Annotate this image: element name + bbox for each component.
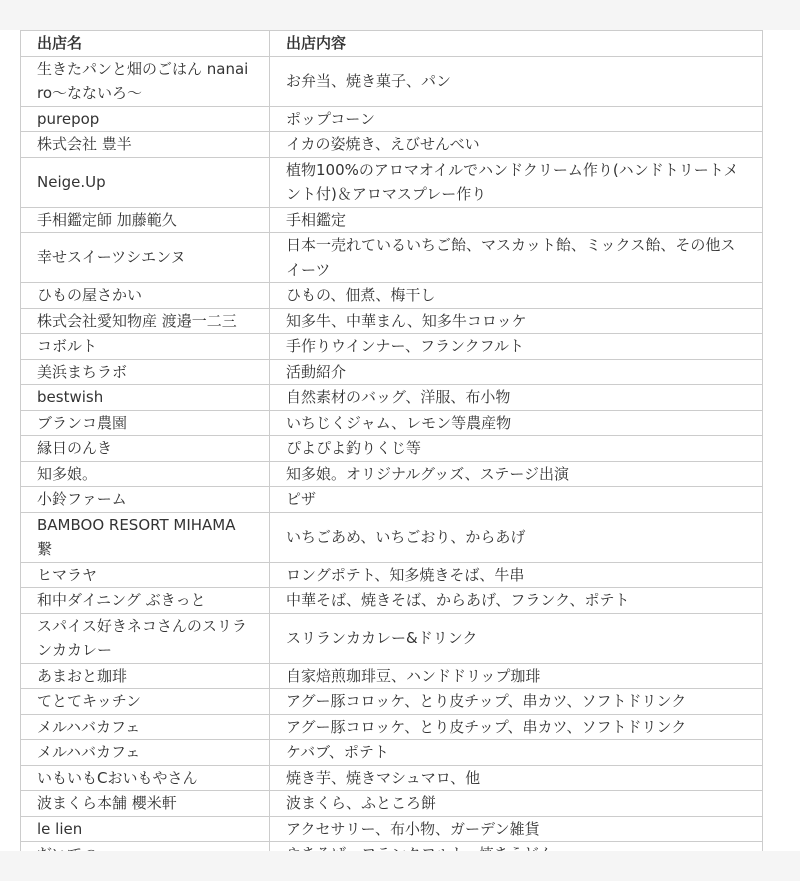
table-row	[21, 487, 763, 513]
vendor-name-cell: ヒマラヤ	[21, 562, 270, 588]
table-row	[21, 765, 763, 791]
vendor-name-cell: 小鈴ファーム	[21, 487, 270, 513]
vendor-content-cell: 知多娘。オリジナルグッズ、ステージ出演	[270, 461, 763, 487]
table-row	[21, 461, 763, 487]
table-row	[21, 588, 763, 614]
table-row	[21, 157, 763, 207]
vendor-name-cell: Neige.Up	[21, 157, 270, 207]
vendor-content-cell: ロングポテト、知多焼きそば、牛串	[270, 562, 763, 588]
table-row	[21, 562, 763, 588]
vendor-table-body	[21, 56, 763, 867]
table-row	[21, 816, 763, 842]
vendor-table	[20, 30, 763, 868]
vendor-content-cell: いちごあめ、いちごおり、からあげ	[270, 512, 763, 562]
vendor-content-cell: 自家焙煎珈琲豆、ハンドドリップ珈琲	[270, 663, 763, 689]
vendor-name-cell: あまおと珈琲	[21, 663, 270, 689]
table-row	[21, 207, 763, 233]
table-row	[21, 132, 763, 158]
vendor-content-cell: ひもの、佃煮、梅干し	[270, 283, 763, 309]
vendor-content-cell: 知多牛、中華まん、知多牛コロッケ	[270, 308, 763, 334]
vendor-name-cell: 美浜まちラボ	[21, 359, 270, 385]
bottom-background-band	[0, 851, 800, 881]
vendor-content-cell: 自然素材のバッグ、洋服、布小物	[270, 385, 763, 411]
vendor-name-cell: 生きたパンと畑のごはん nanairo〜なないろ〜	[21, 56, 270, 106]
vendor-content-cell: 植物100%のアロマオイルでハンドクリーム作り(ハンドトリートメント付)＆アロマスプレー作り	[270, 157, 763, 207]
vendor-content-cell: アグー豚コロッケ、とり皮チップ、串カツ、ソフトドリンク	[270, 689, 763, 715]
vendor-name-cell: purepop	[21, 106, 270, 132]
vendor-name-cell: スパイス好きネコさんのスリランカカレー	[21, 613, 270, 663]
table-row	[21, 613, 763, 663]
vendor-content-cell: イカの姿焼き、えびせんべい	[270, 132, 763, 158]
table-row	[21, 410, 763, 436]
table-row	[21, 106, 763, 132]
vendor-name-cell: 縁日のんき	[21, 436, 270, 462]
vendor-content-cell: 日本一売れているいちご飴、マスカット飴、ミックス飴、その他スイーツ	[270, 233, 763, 283]
vendor-content-cell: ケバブ、ポテト	[270, 740, 763, 766]
table-header-row	[21, 31, 763, 57]
vendor-name-cell: 波まくら本舗 櫻米軒	[21, 791, 270, 817]
vendor-content-cell: 中華そば、焼きそば、からあげ、フランク、ポテト	[270, 588, 763, 614]
header-vendor-content: 出店内容	[270, 31, 763, 57]
table-row	[21, 334, 763, 360]
vendor-name-cell: 知多娘。	[21, 461, 270, 487]
table-row	[21, 359, 763, 385]
vendor-content-cell: ぴよぴよ釣りくじ等	[270, 436, 763, 462]
header-vendor-name: 出店名	[21, 31, 270, 57]
vendor-name-cell: bestwish	[21, 385, 270, 411]
table-row	[21, 385, 763, 411]
vendor-content-cell: 焼き芋、焼きマシュマロ、他	[270, 765, 763, 791]
vendor-content-cell: ポップコーン	[270, 106, 763, 132]
vendor-name-cell: 手相鑑定師 加藤範久	[21, 207, 270, 233]
vendor-content-cell: ピザ	[270, 487, 763, 513]
vendor-name-cell: BAMBOO RESORT MIHAMA 繋	[21, 512, 270, 562]
vendor-content-cell: アクセサリー、布小物、ガーデン雑貨	[270, 816, 763, 842]
vendor-name-cell: 幸せスイーツシエンヌ	[21, 233, 270, 283]
top-background-band	[0, 0, 800, 30]
vendor-content-cell: アグー豚コロッケ、とり皮チップ、串カツ、ソフトドリンク	[270, 714, 763, 740]
vendor-name-cell: ブランコ農園	[21, 410, 270, 436]
vendor-name-cell: 株式会社 豊半	[21, 132, 270, 158]
vendor-name-cell: 和中ダイニング ぶきっと	[21, 588, 270, 614]
vendor-content-cell: いちじくジャム、レモン等農産物	[270, 410, 763, 436]
vendor-name-cell: てとてキッチン	[21, 689, 270, 715]
table-row	[21, 512, 763, 562]
vendor-name-cell: le lien	[21, 816, 270, 842]
vendor-content-cell: 波まくら、ふところ餅	[270, 791, 763, 817]
table-row	[21, 663, 763, 689]
vendor-content-cell: 手作りウインナー、フランクフルト	[270, 334, 763, 360]
vendor-name-cell: ひもの屋さかい	[21, 283, 270, 309]
table-row	[21, 714, 763, 740]
table-row	[21, 283, 763, 309]
vendor-name-cell: メルハバカフェ	[21, 714, 270, 740]
vendor-content-cell: お弁当、焼き菓子、パン	[270, 56, 763, 106]
table-row	[21, 791, 763, 817]
vendor-content-cell: 活動紹介	[270, 359, 763, 385]
vendor-content-cell: スリランカカレー&ドリンク	[270, 613, 763, 663]
vendor-name-cell: いもいもCおいもやさん	[21, 765, 270, 791]
table-row	[21, 689, 763, 715]
table-row	[21, 56, 763, 106]
vendor-content-cell: 手相鑑定	[270, 207, 763, 233]
table-row	[21, 308, 763, 334]
vendor-name-cell: 株式会社愛知物産 渡邉一二三	[21, 308, 270, 334]
table-row	[21, 233, 763, 283]
vendor-name-cell: メルハバカフェ	[21, 740, 270, 766]
vendor-name-cell: コボルト	[21, 334, 270, 360]
table-row	[21, 740, 763, 766]
table-row	[21, 436, 763, 462]
